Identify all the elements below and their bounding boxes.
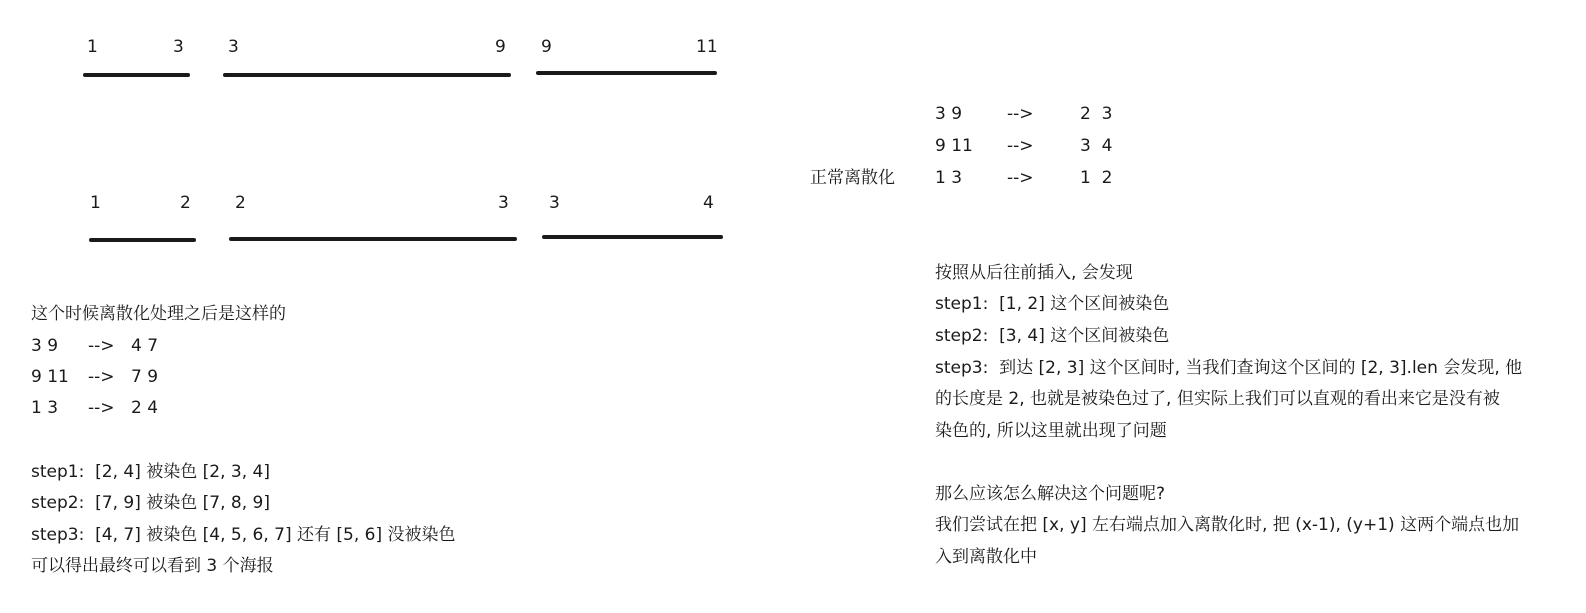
right-solution-line: 我们尝试在把 [x, y] 左右端点加入离散化时, 把 (x-1), (y+1) 这两个端点也加 bbox=[935, 515, 1520, 535]
mapping-from: 3 9 bbox=[935, 104, 963, 124]
left-step-2: step2: [7, 9] 被染色 [7, 8, 9] bbox=[31, 493, 270, 513]
mapping-arrow: --> bbox=[88, 336, 115, 356]
mapping-to: 2 4 bbox=[131, 398, 159, 418]
bottom-seg2-start-label: 2 bbox=[235, 193, 246, 213]
top-seg1-start-label: 1 bbox=[87, 37, 98, 57]
mapping-to: 2 3 bbox=[1080, 104, 1113, 124]
mapping-arrow: --> bbox=[1007, 168, 1034, 188]
top-seg2-end-label: 9 bbox=[495, 37, 506, 57]
mapping-from: 1 3 bbox=[935, 168, 963, 188]
bottom-seg3-end-label: 4 bbox=[703, 193, 714, 213]
top-seg3-start-label: 9 bbox=[541, 37, 552, 57]
mapping-arrow: --> bbox=[1007, 136, 1034, 156]
right-solution-line: 入到离散化中 bbox=[935, 547, 1037, 567]
mapping-to: 4 7 bbox=[131, 336, 159, 356]
top-seg1-end-label: 3 bbox=[173, 37, 184, 57]
left-conclusion: 可以得出最终可以看到 3 个海报 bbox=[31, 556, 274, 576]
mapping-to: 3 4 bbox=[1080, 136, 1113, 156]
mapping-arrow: --> bbox=[88, 367, 115, 387]
mapping-from: 3 9 bbox=[31, 336, 59, 356]
normal-discretization-label: 正常离散化 bbox=[810, 168, 895, 188]
bottom-seg2-end-label: 3 bbox=[498, 193, 509, 213]
top-seg3-end-label: 11 bbox=[696, 37, 718, 57]
right-step-3-cont: 染色的, 所以这里就出现了问题 bbox=[935, 421, 1167, 441]
right-step-1: step1: [1, 2] 这个区间被染色 bbox=[935, 294, 1170, 314]
left-step-3: step3: [4, 7] 被染色 [4, 5, 6, 7] 还有 [5, 6] 没被染色 bbox=[31, 525, 456, 545]
bottom-segment-3 bbox=[542, 235, 723, 239]
mapping-from: 9 11 bbox=[31, 367, 69, 387]
left-heading: 这个时候离散化处理之后是这样的 bbox=[31, 304, 286, 324]
top-segment-2 bbox=[223, 73, 511, 77]
right-insert-heading: 按照从后往前插入, 会发现 bbox=[935, 263, 1133, 283]
bottom-segment-2 bbox=[229, 237, 517, 241]
mapping-arrow: --> bbox=[88, 398, 115, 418]
top-segment-1 bbox=[83, 73, 190, 77]
mapping-to: 1 2 bbox=[1080, 168, 1113, 188]
mapping-from: 1 3 bbox=[31, 398, 59, 418]
right-step-3-cont: 的长度是 2, 也就是被染色过了, 但实际上我们可以直观的看出来它是没有被 bbox=[935, 389, 1500, 409]
left-step-1: step1: [2, 4] 被染色 [2, 3, 4] bbox=[31, 462, 270, 482]
right-question: 那么应该怎么解决这个问题呢? bbox=[935, 484, 1166, 504]
mapping-to: 7 9 bbox=[131, 367, 159, 387]
mapping-arrow: --> bbox=[1007, 104, 1034, 124]
top-segment-3 bbox=[536, 71, 717, 75]
bottom-seg1-start-label: 1 bbox=[90, 193, 101, 213]
top-seg2-start-label: 3 bbox=[228, 37, 239, 57]
mapping-from: 9 11 bbox=[935, 136, 973, 156]
bottom-segment-1 bbox=[89, 238, 196, 242]
right-step-2: step2: [3, 4] 这个区间被染色 bbox=[935, 326, 1170, 346]
bottom-seg3-start-label: 3 bbox=[549, 193, 560, 213]
right-step-3: step3: 到达 [2, 3] 这个区间时, 当我们查询这个区间的 [2, 3].len 会发现, 他 bbox=[935, 358, 1523, 378]
bottom-seg1-end-label: 2 bbox=[180, 193, 191, 213]
